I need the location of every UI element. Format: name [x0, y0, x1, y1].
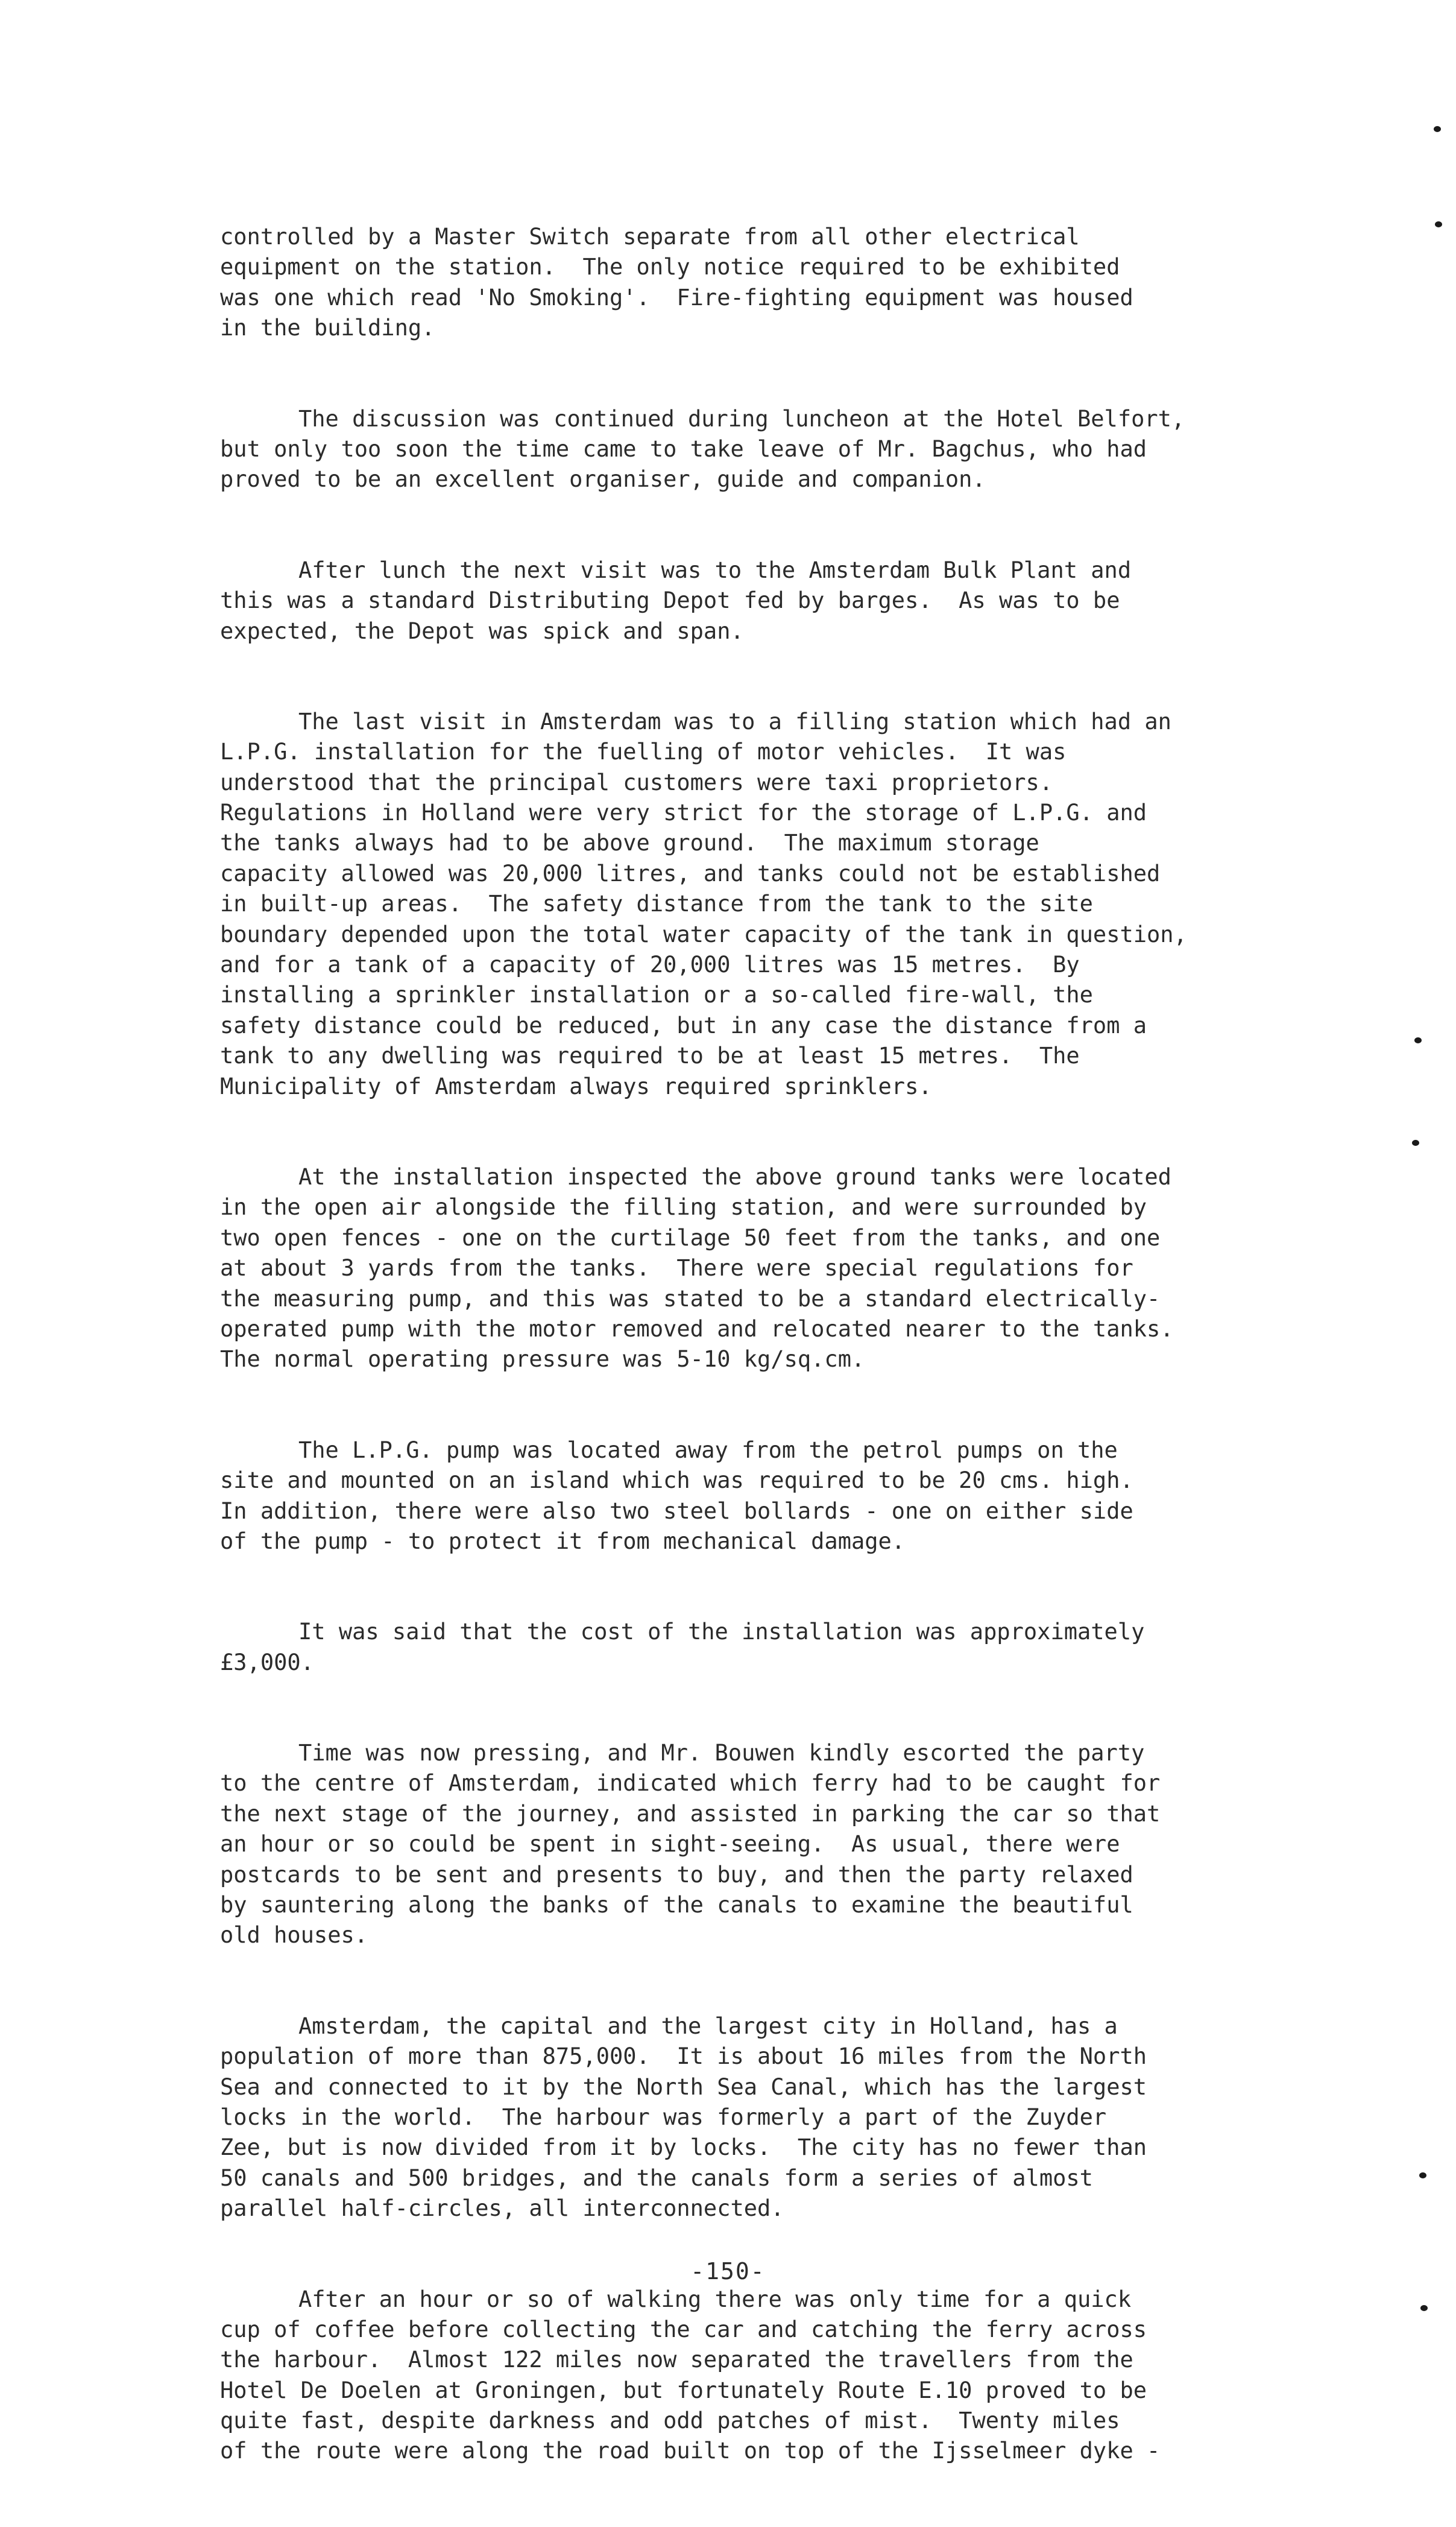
text-line: In addition, there were also two steel bollards - one on either side — [220, 1498, 1133, 1524]
paragraph — [220, 1738, 1317, 1951]
text-line: the next stage of the journey, and assisted in parking the car so that — [220, 1800, 1161, 1827]
text-line: population of more than 875,000. It is about 16 miles from the North — [220, 2043, 1147, 2070]
margin-mark — [1412, 1140, 1419, 1146]
paragraph — [220, 707, 1317, 1102]
text-line: site and mounted on an island which was required to be 20 cms. high. — [220, 1467, 1133, 1494]
text-line: of the pump - to protect it from mechanical damage. — [220, 1528, 906, 1554]
text-line: The L.P.G. pump was located away from the petrol pumps on the — [298, 1437, 1118, 1463]
paragraph — [220, 2285, 1317, 2467]
text-line: but only too soon the time came to take leave of Mr. Bagchus, who had — [220, 435, 1147, 462]
text-line: tank to any dwelling was required to be at least 15 metres. The — [220, 1043, 1080, 1069]
text-line: The normal operating pressure was 5-10 kg/sq.cm. — [220, 1346, 865, 1373]
text-line: the tanks always had to be above ground. The maximum storage — [220, 830, 1039, 856]
text-line: Amsterdam, the capital and the largest city in Holland, has a — [298, 2013, 1118, 2039]
text-line: old houses. — [220, 1922, 368, 1949]
text-line: At the installation inspected the above ground tanks were located — [298, 1163, 1171, 1190]
page-number: -150- — [690, 2258, 766, 2285]
text-line: Regulations in Holland were very strict for the storage of L.P.G. and — [220, 800, 1147, 826]
text-line: expected, the Depot was spick and span. — [220, 618, 744, 644]
text-line: the measuring pump, and this was stated to be a standard electrically- — [220, 1285, 1161, 1312]
text-line: The last visit in Amsterdam was to a filling station which had an — [298, 708, 1171, 735]
paragraph — [220, 222, 1317, 344]
text-line: two open fences - one on the curtilage 50 feet from the tanks, and one — [220, 1224, 1161, 1251]
margin-mark — [1434, 126, 1441, 132]
text-line: was one which read 'No Smoking'. Fire-fighting equipment was housed — [220, 284, 1133, 311]
text-line: Municipality of Amsterdam always required sprinklers. — [220, 1073, 932, 1099]
body-text — [220, 222, 1317, 2527]
text-line: capacity allowed was 20,000 litres, and tanks could not be established — [220, 860, 1161, 887]
margin-mark — [1420, 2305, 1428, 2311]
text-line: L.P.G. installation for the fuelling of motor vehicles. It was — [220, 739, 1067, 765]
text-line: to the centre of Amsterdam, indicated which ferry had to be caught for — [220, 1770, 1161, 1797]
text-line: equipment on the station. The only notice required to be exhibited — [220, 254, 1120, 280]
text-line: at about 3 yards from the tanks. There were special regulations for — [220, 1255, 1133, 1282]
text-line: cup of coffee before collecting the car and catching the ferry across — [220, 2316, 1147, 2342]
text-line: After lunch the next visit was to the Amsterdam Bulk Plant and — [298, 557, 1132, 583]
text-line: operated pump with the motor removed and relocated nearer to the tanks. — [220, 1315, 1174, 1342]
text-line: in the building. — [220, 315, 435, 341]
text-line: After an hour or so of walking there was only time for a quick — [298, 2286, 1132, 2312]
paragraph — [220, 1162, 1317, 1375]
text-line: quite fast, despite darkness and odd patches of mist. Twenty miles — [220, 2408, 1120, 2434]
text-line: It was said that the cost of the installation was approximately — [298, 1619, 1145, 1645]
paragraph — [220, 555, 1317, 647]
text-line: in built-up areas. The safety distance from the tank to the site — [220, 891, 1093, 917]
text-line: Hotel De Doelen at Groningen, but fortunately Route E.10 proved to be — [220, 2377, 1147, 2403]
margin-mark — [1419, 2172, 1426, 2178]
text-line: understood that the principal customers were taxi proprietors. — [220, 769, 1053, 795]
text-line: this was a standard Distributing Depot fed by barges. As was to be — [220, 587, 1120, 614]
text-line: Zee, but is now divided from it by locks. The city has no fewer than — [220, 2134, 1147, 2161]
text-line: Sea and connected to it by the North Sea Canal, which has the largest — [220, 2073, 1147, 2100]
text-line: in the open air alongside the filling station, and were surrounded by — [220, 1194, 1147, 1221]
text-line: postcards to be sent and presents to buy, and then the party relaxed — [220, 1861, 1133, 1888]
text-line: installing a sprinkler installation or a so-called fire-wall, the — [220, 982, 1093, 1008]
text-line: the harbour. Almost 122 miles now separated the travellers from the — [220, 2347, 1133, 2373]
paragraph — [220, 404, 1317, 495]
text-line: of the route were along the road built on top of the Ijsselmeer dyke - — [220, 2438, 1161, 2464]
text-line: and for a tank of a capacity of 20,000 litres was 15 metres. By — [220, 952, 1080, 978]
text-line: Time was now pressing, and Mr. Bouwen kindly escorted the party — [298, 1740, 1145, 1766]
text-line: £3,000. — [220, 1649, 314, 1675]
text-line: The discussion was continued during luncheon at the Hotel Belfort, — [298, 405, 1185, 432]
text-line: safety distance could be reduced, but in any case the distance from a — [220, 1012, 1147, 1039]
paragraph — [220, 1435, 1317, 1557]
text-line: by sauntering along the banks of the canals to examine the beautiful — [220, 1892, 1133, 1918]
text-line: an hour or so could be spent in sight-seeing. As usual, there were — [220, 1831, 1120, 1858]
text-line: locks in the world. The harbour was formerly a part of the Zuyder — [220, 2104, 1107, 2130]
text-line: boundary depended upon the total water capacity of the tank in question, — [220, 921, 1187, 947]
paragraph — [220, 2011, 1317, 2224]
text-line: parallel half-circles, all interconnected. — [220, 2195, 784, 2222]
text-line: controlled by a Master Switch separate from all other electrical — [220, 224, 1080, 250]
text-line: 50 canals and 500 bridges, and the canals form a series of almost — [220, 2165, 1093, 2191]
text-line: proved to be an excellent organiser, guide and companion. — [220, 466, 986, 493]
paragraph — [220, 1617, 1317, 1678]
margin-mark — [1435, 221, 1442, 227]
margin-mark — [1414, 1037, 1422, 1043]
